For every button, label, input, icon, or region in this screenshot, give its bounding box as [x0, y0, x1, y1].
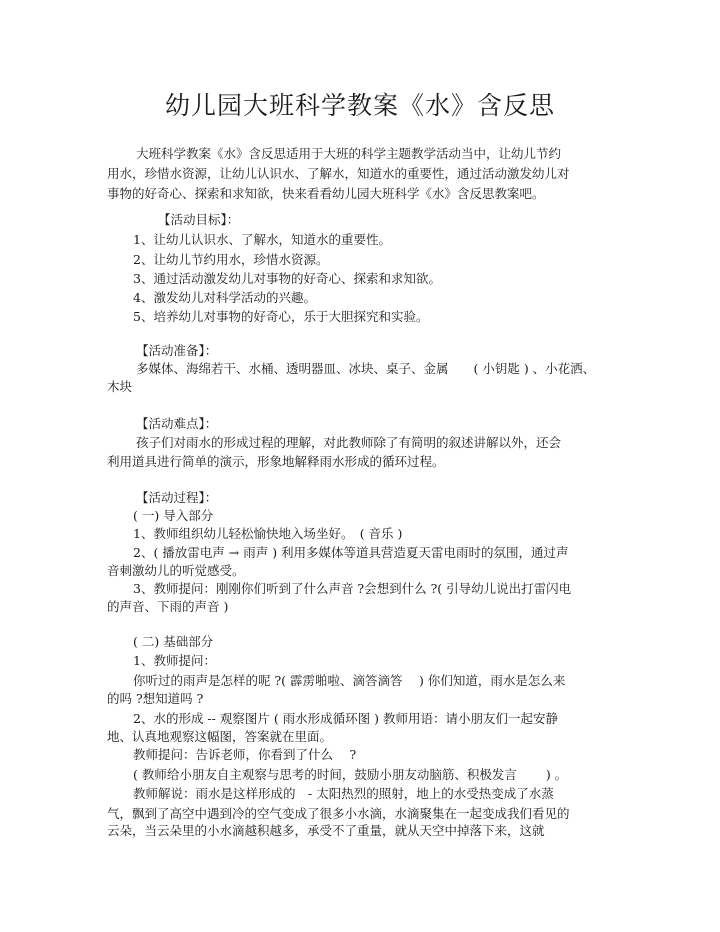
- process-line-8: 1、教师提问：: [133, 653, 216, 668]
- goal-item-5: 5、培养幼儿对事物的好奇心，乐于大胆探究和实验。: [133, 309, 429, 324]
- goal-item-2: 2、让幼儿节约用水，珍惜水资源。: [133, 252, 329, 267]
- page-title: 幼儿园大班科学教案《水》含反思: [164, 91, 555, 120]
- process-line-12: 地、认真地观察这幅图，答案就在里面。: [107, 729, 333, 744]
- process-line-2: 1、教师组织幼儿轻松愉快地入场坐好。 ( 音乐 ): [133, 526, 403, 541]
- process-line-16: 气，飘到了高空中遇到冷的空气变成了很多小水滴，水滴聚集在一起变成我们看见的: [107, 806, 570, 821]
- process-line-6: 的声音、下雨的声音 ): [107, 599, 229, 614]
- goal-item-4: 4、激发幼儿对科学活动的兴趣。: [133, 290, 316, 305]
- process-line-15: 教师解说：雨水是这样形成的 - 太阳热烈的照射，地上的水受热变成了水蒸: [133, 786, 554, 801]
- goals-heading: 【活动目标】：: [158, 212, 240, 227]
- process-heading: 【活动过程】：: [136, 490, 218, 505]
- process-line-17: 云朵，当云朵里的小水滴越积越多，承受不了重量，就从天空中掉落下来，这就: [107, 823, 545, 838]
- intro-line-3: 事物的好奇心、探索和求知欲，快来看看幼儿园大班科学《水》含反思教案吧。: [107, 186, 545, 201]
- process-line-11: 2、水的形成 -- 观察图片 ( 雨水形成循环图 ) 教师用语：请小朋友们一起安静: [133, 711, 558, 726]
- process-line-9: 你听过的雨声是怎样的呢 ?( 霹雳啪啦、滴答滴答 ) 你们知道，雨水是怎么来: [133, 673, 566, 688]
- process-line-14: ( 教师给小朋友自主观察与思考的时间，鼓励小朋友动脑筋、积极发言 ) 。: [133, 767, 568, 782]
- goal-item-3: 3、通过活动激发幼儿对事物的好奇心、探索和求知欲。: [133, 271, 441, 286]
- process-line-10: 的吗 ?想知道吗 ?: [107, 691, 204, 706]
- process-line-3: 2、( 播放雷电声 → 雨声 ) 利用多媒体等道具营造夏天雷电雨时的氛围，通过声: [133, 545, 569, 560]
- process-line-7: ( 二) 基础部分: [133, 634, 214, 649]
- intro-line-1: 大班科学教案《水》含反思适用于大班的科学主题教学活动当中，让幼儿节约: [136, 146, 562, 161]
- difficulty-line-1: 孩子们对雨水的形成过程的理解，对此教师除了有简明的叙述讲解以外，还会: [136, 435, 562, 450]
- difficulty-line-2: 利用道具进行简单的演示，形象地解释雨水形成的循环过程。: [107, 454, 445, 469]
- prep-line-1: 多媒体、海绵若干、水桶、透明器皿、冰块、桌子、金属 ( 小钥匙 ) 、小花洒、: [136, 361, 596, 376]
- prep-heading: 【活动准备】：: [136, 343, 218, 358]
- process-line-1: ( 一) 导入部分: [133, 508, 214, 523]
- intro-line-2: 用水，珍惜水资源，让幼儿认识水、了解水，知道水的重要性，通过活动激发幼儿对: [107, 166, 570, 181]
- difficulty-heading: 【活动难点】：: [136, 416, 218, 431]
- process-line-5: 3、教师提问：刚刚你们听到了什么声音 ?会想到什么 ?( 引导幼儿说出打雷闪电: [133, 581, 572, 596]
- process-line-13: 教师提问：告诉老师，你看到了什么 ?: [133, 747, 357, 762]
- goal-item-1: 1、让幼儿认识水、了解水，知道水的重要性。: [133, 232, 391, 247]
- process-line-4: 音刺激幼儿的听觉感受。: [107, 563, 245, 578]
- prep-line-2: 木块: [107, 379, 133, 394]
